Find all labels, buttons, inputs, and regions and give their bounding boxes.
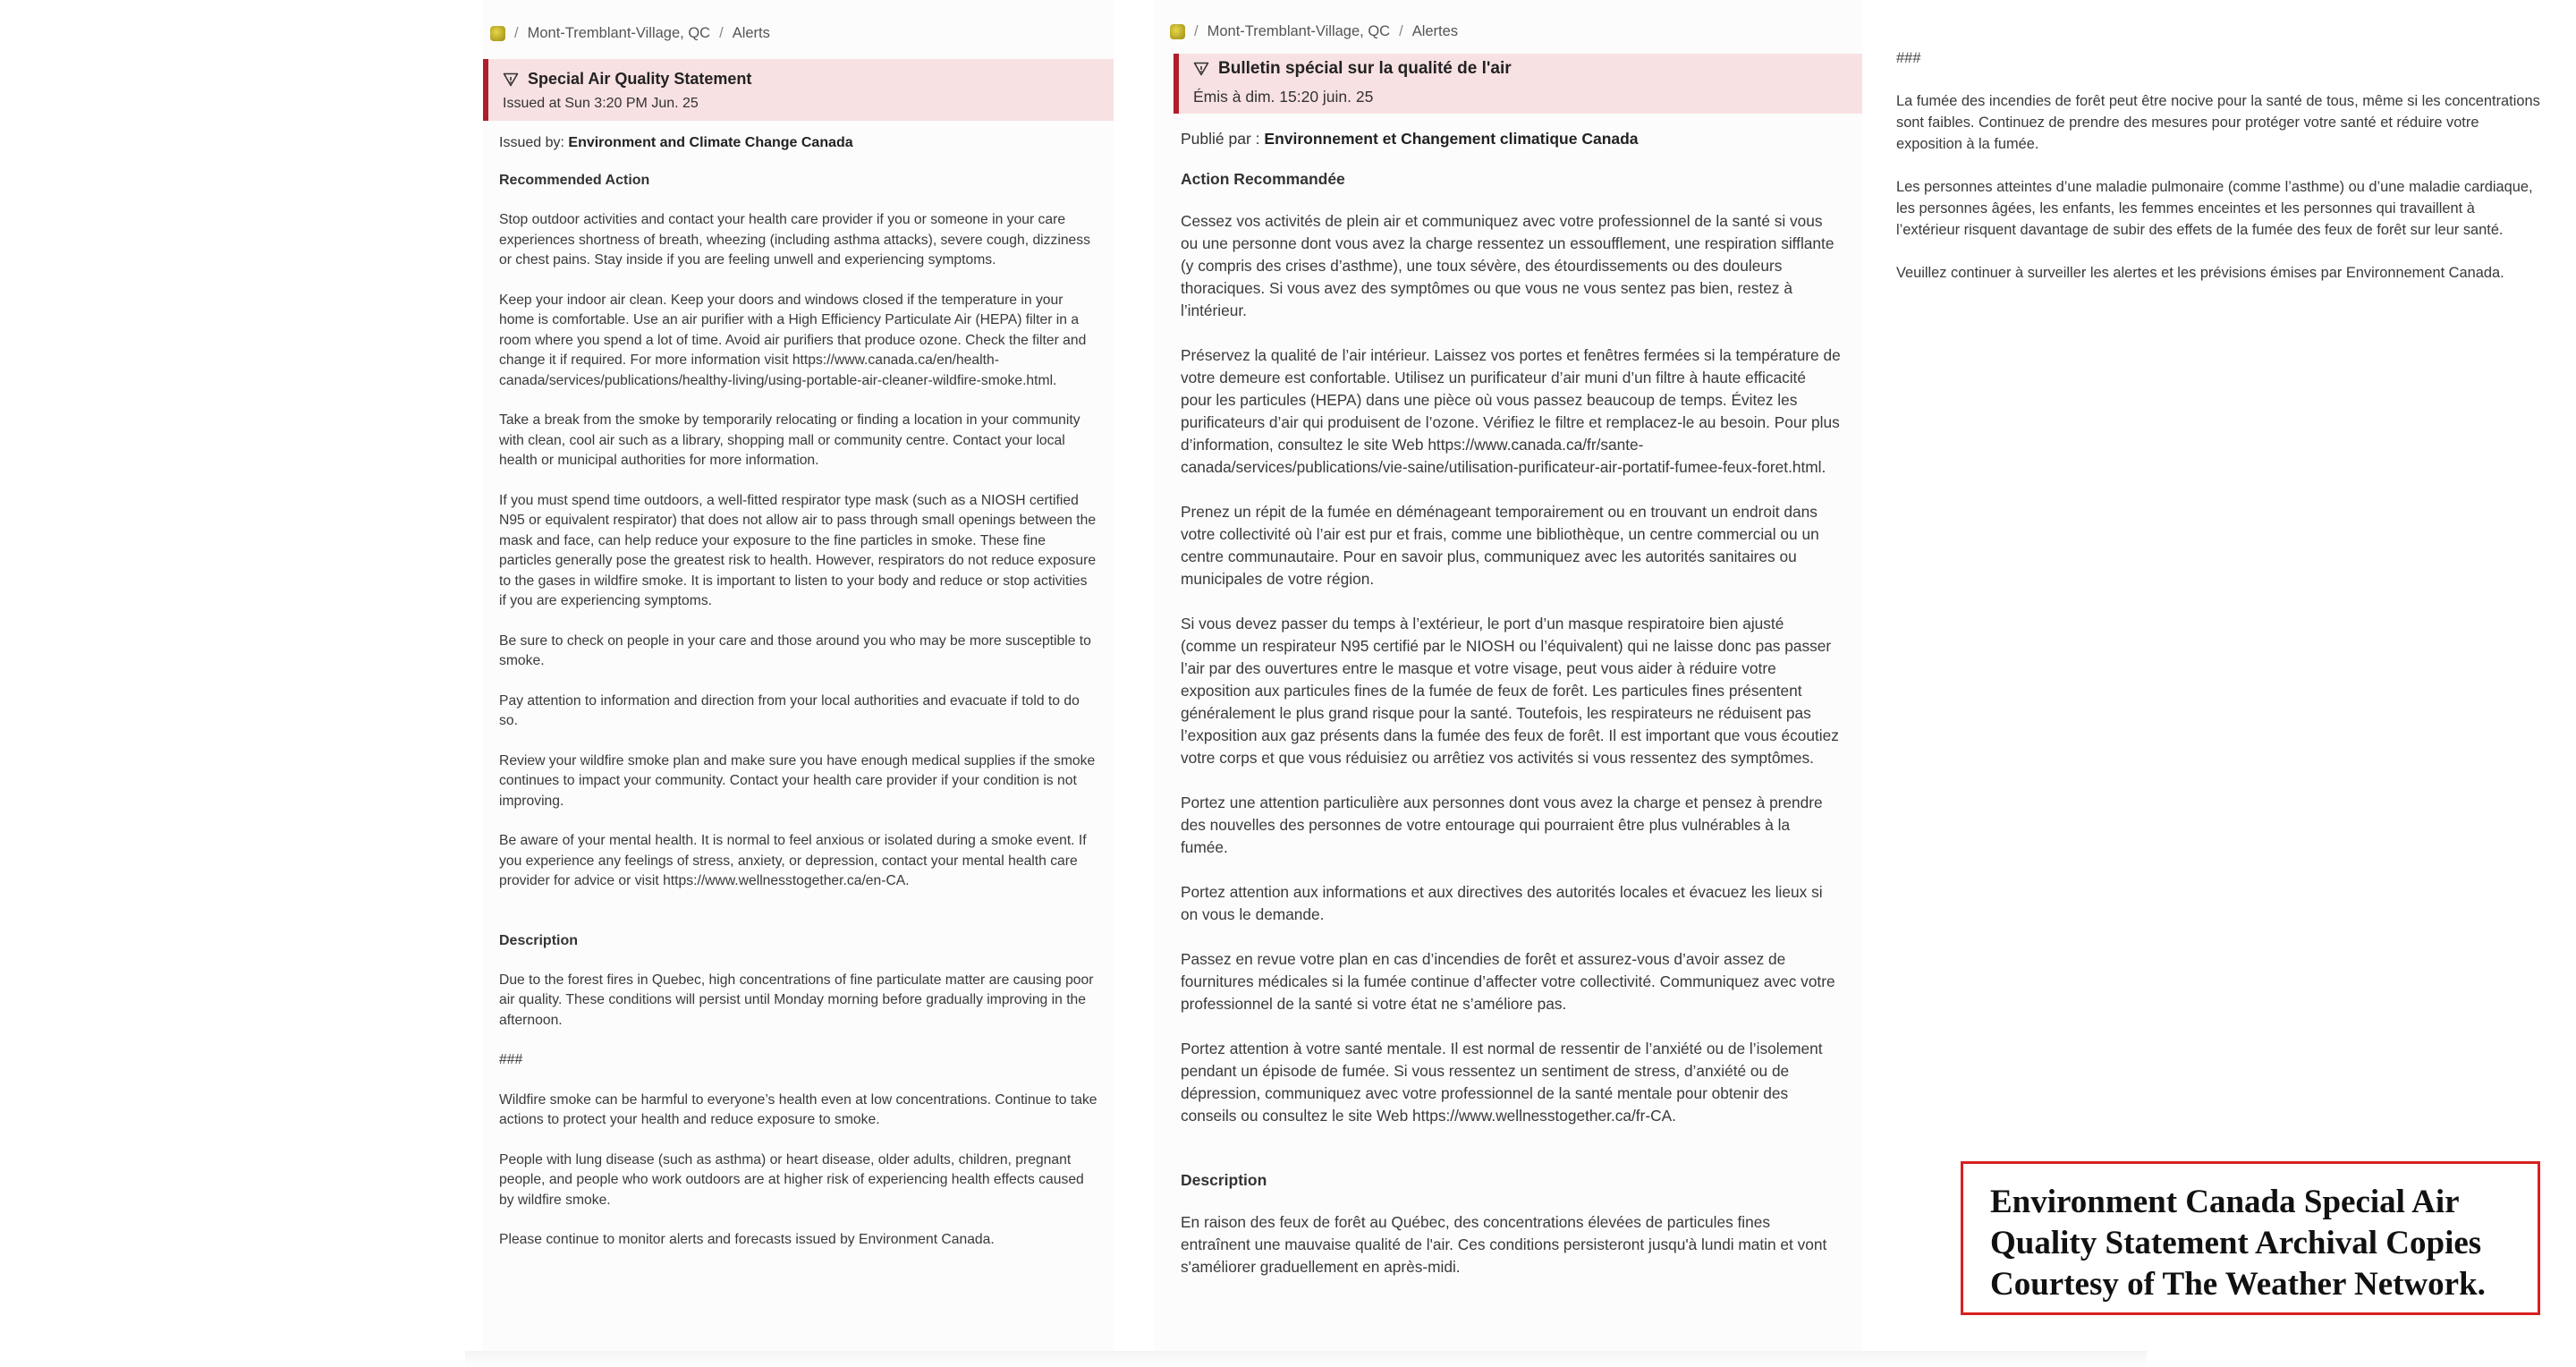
description-paragraph: Veuillez continuer à surveiller les alertes et les prévisions émises par Environnement Canada. xyxy=(1896,265,2504,281)
description-paragraph: Please continue to monitor alerts and forecasts issued by Environment Canada. xyxy=(499,1232,995,1247)
credit-line: Quality Statement Archival Copies xyxy=(1990,1225,2482,1261)
breadcrumb: / Mont-Tremblant-Village, QC / Alertes xyxy=(1154,14,1862,48)
issued-by: Issued by: Environment and Climate Change Canada xyxy=(499,135,853,150)
alert-content xyxy=(1154,130,1862,1278)
recommended-paragraph: If you must spend time outdoors, a well-fitted respirator type mask (such as a NIOSH certified N95 or equivalent respirator) that does not allow air to pass through small openings between the mask and face, can help reduce your exposure to the fine particles in smoke. These fine particles generally pose the greatest risk to health. However, respirators do not reduce exposure to the gases in wildfire smoke. It is important to listen to your body and reduce or stop activities if you are experiencing symptoms. xyxy=(499,492,1097,608)
breadcrumb-location-link[interactable]: Mont-Tremblant-Village, QC xyxy=(1207,22,1391,39)
description-paragraph: Wildfire smoke can be harmful to everyone’s health even at low concentrations. Continue to take actions to protect your health and reduce exposure to smoke. xyxy=(499,1091,1097,1127)
description-paragraph: People with lung disease (such as asthma) or heart disease, older adults, children, pregnant people, and people who work outdoors are at higher risk of experiencing health effects caused by wildfire smoke. xyxy=(499,1151,1084,1208)
recommended-paragraph: Si vous devez passer du temps à l’extérieur, le port d’un masque respiratoire bien ajusté (comme un respirateur N95 certifié par le NIOSH ou l’équivalent) qui ne laisse donc pas passer l’air par des ouvertures entre le masque et votre visage, peut vous aider à réduire votre exposition aux particules fines de la fumée de feux de forêt. Les particules fines présentent généralement le plus grand risque pour la santé. Toutefois, les respirateurs ne réduisent pas l’exposition aux gaz présents dans la fumée des feux de forêt. Il est important que vous écoutiez votre corps et que vous réduisiez ou arrêtiez vos activités si vous ressentez des symptômes. xyxy=(1181,615,1839,767)
description-separator: ### xyxy=(1896,50,1921,66)
alert-content xyxy=(483,135,1114,1251)
recommended-paragraph: Portez attention aux informations et aux directives des autorités locales et évacuez les lieux si on vous le demande. xyxy=(1181,883,1823,923)
issued-by: Publié par : Environnement et Changement climatique Canada xyxy=(1181,130,1639,148)
issuer-name: Environment and Climate Change Canada xyxy=(568,135,853,150)
breadcrumb-alerts-link[interactable]: Alerts xyxy=(732,24,770,41)
description-heading: Description xyxy=(499,932,579,948)
recommended-paragraph: Prenez un répit de la fumée en déménageant temporairement ou en trouvant un endroit dans votre collectivité où l’air est pur et frais, comme une bibliothèque, un centre commercial ou un centre communautaire. Pour en savoir plus, communiquez avec les autorités sanitaires ou municipales de votre région. xyxy=(1181,503,1819,588)
issuer-name: Environnement et Changement climatique Canada xyxy=(1264,130,1639,148)
recommended-paragraph: Stop outdoor activities and contact your health care provider if you or someone in your care experiences shortness of breath, wheezing (including asthma attacks), severe cough, dizziness or chest pains. Stay inside if you are feeling unwell and experiencing symptoms. xyxy=(499,212,1090,267)
alert-header xyxy=(483,59,1114,121)
warning-triangle-icon xyxy=(1193,62,1209,76)
description-paragraph: Les personnes atteintes d’une maladie pulmonaire (comme l’asthme) ou d’une maladie cardiaque, les personnes âgées, les enfants, les femmes enceintes et les personnes qui travaillent à l’extérieur risquent davantage de subir des effets de la fumée des feux de forêt sur leur santé. xyxy=(1896,179,2533,238)
alert-title: Bulletin spécial sur la qualité de l'air xyxy=(1218,59,1512,78)
recommended-action-heading: Action Recommandée xyxy=(1181,170,1345,188)
breadcrumb-alerts-link[interactable]: Alertes xyxy=(1411,22,1459,39)
warning-triangle-icon xyxy=(503,72,519,87)
alert-title-row xyxy=(1193,59,1848,79)
weather-network-logo-icon[interactable] xyxy=(490,26,505,41)
description-paragraph: La fumée des incendies de forêt peut être nocive pour la santé de tous, même si les concentrations sont faibles. Continuez de prendre des mesures pour protéger votre santé et réduire votre exposition à la fumée. xyxy=(1896,93,2540,152)
description-heading: Description xyxy=(1181,1171,1267,1189)
recommended-paragraph: Be sure to check on people in your care and those around you who may be more susceptible to smoke. xyxy=(499,633,1091,668)
recommended-paragraph: Cessez vos activités de plein air et communiquez avec votre professionnel de la santé si vous ou une personne dont vous avez la charge ressentez un essoufflement, une respiration sifflante (y compris des crises d’asthme), une toux sévère, des étourdissements ou des douleurs thoraciques. Si vous avez des symptômes ou que vous ne vous sentez pas bien, restez à l’intérieur. xyxy=(1181,212,1835,319)
credit-line: Environment Canada Special Air xyxy=(1990,1184,2460,1220)
weather-network-logo-icon[interactable] xyxy=(1170,24,1185,39)
recommended-paragraph: Préservez la qualité de l’air intérieur. Laissez vos portes et fenêtres fermées si la température de votre demeure est confortable. Utilisez un purificateur d’air muni d’un filtre à haute efficacité pour les particules (HEPA) dans une pièce où vous passez beaucoup de temps. Évitez les purificateurs d’air qui produisent de l’ozone. Vérifiez le filtre et remplacez-le au besoin. Pour plus d’information, consultez le site Web https://www.canada.ca/fr/sante-canada/services/publications/vie-saine/utilisation-purificateur-air-portatif-fumee-feux-foret.html. xyxy=(1181,346,1841,476)
alert-issued-time: Issued at Sun 3:20 PM Jun. 25 xyxy=(503,96,699,111)
alert-panel-english xyxy=(483,0,1114,1358)
breadcrumb-location-link[interactable]: Mont-Tremblant-Village, QC xyxy=(527,24,711,41)
breadcrumb: / Mont-Tremblant-Village, QC / Alerts xyxy=(483,16,1114,50)
alert-title-row xyxy=(503,70,1099,89)
recommended-paragraph: Keep your indoor air clean. Keep your doors and windows closed if the temperature in your home is comfortable. Use an air purifier with a High Efficiency Particulate Air (HEPA) filter in a room where you spend a lot of time. Avoid air purifiers that produce ozone. Check the filter and change it if required. For more information visit https://www.canada.ca/en/health-canada/services/publications/healthy-living/using-portable-air-cleaner-wildfire-smoke.html. xyxy=(499,292,1087,388)
recommended-action-heading: Recommended Action xyxy=(499,173,650,188)
alert-issued-time: Émis à dim. 15:20 juin. 25 xyxy=(1193,88,1374,106)
recommended-paragraph: Portez une attention particulière aux personnes dont vous avez la charge et pensez à prendre des nouvelles des personnes de votre entourage qui pourraient être plus vulnérables à la fumée. xyxy=(1181,794,1823,856)
description-paragraph: En raison des feux de forêt au Québec, des concentrations élevées de particules fines entraînent une mauvaise qualité de l'air. Ces conditions persisteront jusqu'à lundi matin et vont s'améliorer graduellement en après-midi. xyxy=(1181,1213,1827,1276)
page-bottom-shadow xyxy=(465,1351,2147,1367)
recommended-paragraph: Be aware of your mental health. It is normal to feel anxious or isolated during a smoke event. If you experience any feelings of stress, anxiety, or depression, contact your mental health care provider for advice or visit https://www.wellnesstogether.ca/en-CA. xyxy=(499,833,1087,888)
recommended-paragraph: Portez attention à votre santé mentale. Il est normal de ressentir de l’anxiété ou de l’isolement pendant un épisode de fumée. Si vous ressentez un sentiment de stress, d’anxiété ou de dépression, communiquez avec votre professionnel de la santé mentale pour obtenir des conseils ou consultez le site Web https://www.wellnesstogether.ca/fr-CA. xyxy=(1181,1040,1823,1125)
credit-line: Courtesy of The Weather Network. xyxy=(1990,1266,2486,1303)
credit-caption-box xyxy=(1961,1161,2540,1315)
description-paragraph: Due to the forest fires in Quebec, high concentrations of fine particulate matter are causing poor air quality. These conditions will persist until Monday morning before gradually improving in the afternoon. xyxy=(499,972,1094,1028)
recommended-paragraph: Pay attention to information and direction from your local authorities and evacuate if told to do so. xyxy=(499,692,1080,728)
recommended-paragraph: Review your wildfire smoke plan and make sure you have enough medical supplies if the smoke continues to impact your community. Contact your health care provider if your condition is not improving. xyxy=(499,752,1096,809)
alert-panel-french xyxy=(1154,0,1862,1358)
recommended-paragraph: Take a break from the smoke by temporarily relocating or finding a location in your community with clean, cool air such as a library, shopping mall or community centre. Contact your local health or municipal authorities for more information. xyxy=(499,412,1080,468)
recommended-paragraph: Passez en revue votre plan en cas d’incendies de forêt et assurez-vous d’avoir assez de fournitures médicales si la fumée continue d’affecter votre collectivité. Communiquez avec votre professionnel de la santé si votre état ne s’améliore pas. xyxy=(1181,950,1835,1013)
alert-header xyxy=(1174,54,1862,114)
alert-title: Special Air Quality Statement xyxy=(528,70,752,88)
description-separator: ### xyxy=(499,1052,523,1067)
alert-panel-french-continued xyxy=(1896,0,2540,465)
